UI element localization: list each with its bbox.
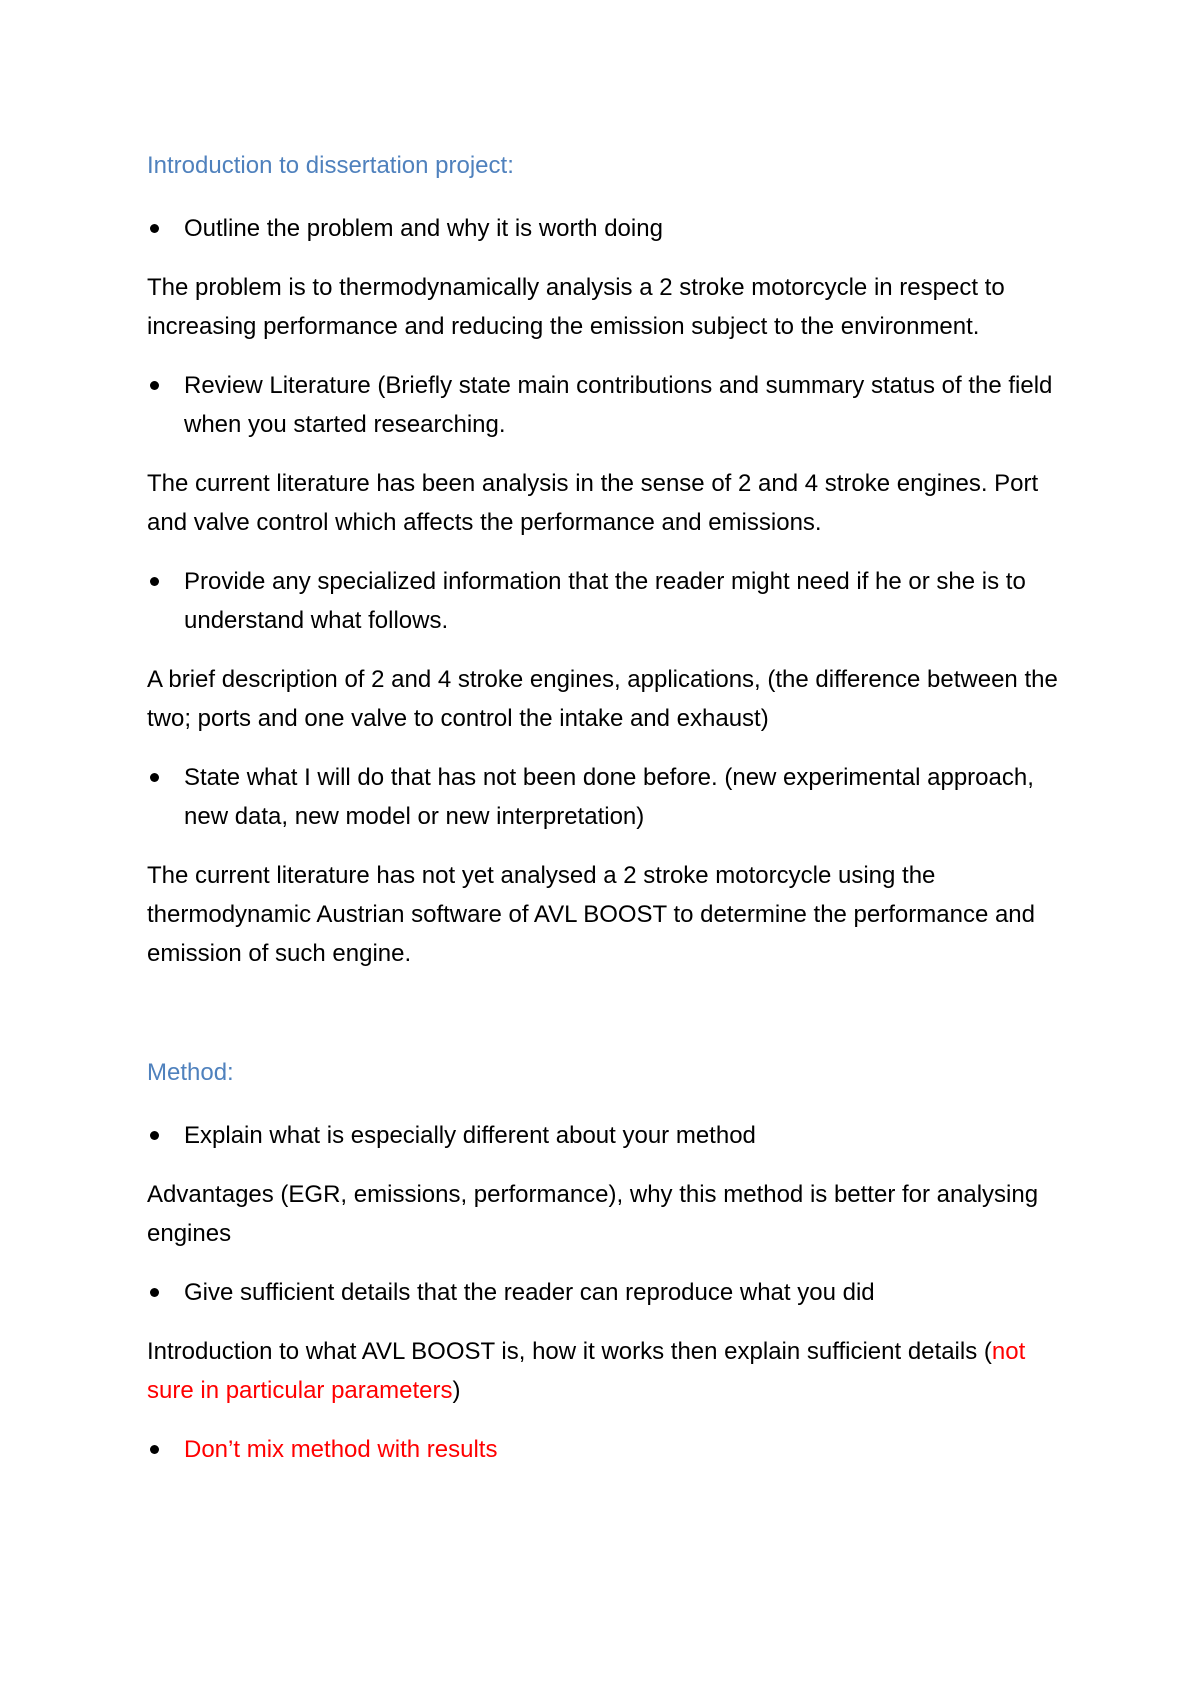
intro-bullet-4-text: State what I will do that has not been done before. (new experimental approach, new data, new model or new interpretation) — [184, 764, 1034, 830]
method-paragraph-2-end: ) — [452, 1377, 461, 1404]
method-paragraph-1: Advantages (EGR, emissions, performance), why this method is better for analysing engines — [147, 1181, 1039, 1247]
intro-bullet-1-text: Outline the problem and why it is worth doing — [184, 215, 663, 242]
bullet-dot-icon — [150, 773, 159, 782]
method-bullet-3-text: Don’t mix method with results — [184, 1436, 498, 1463]
intro-paragraph-1: The problem is to thermodynamically analysis a 2 stroke motorcycle in respect to increasing performance and reducing the emission subject to the environment. — [147, 274, 1005, 340]
document-content — [147, 146, 1067, 1489]
intro-bullet-3-text: Provide any specialized information that the reader might need if he or she is to understand what follows. — [184, 568, 1026, 634]
intro-bullet-2 — [147, 366, 1067, 444]
intro-paragraph-2: The current literature has been analysis in the sense of 2 and 4 stroke engines. Port and valve control which affects the performance and emissions. — [147, 470, 1039, 536]
bullet-dot-icon — [150, 1288, 159, 1297]
method-bullet-2-text: Give sufficient details that the reader can reproduce what you did — [184, 1279, 875, 1306]
intro-bullet-1 — [147, 209, 1067, 248]
method-heading: Method: — [147, 1059, 234, 1086]
intro-paragraph-4: The current literature has not yet analysed a 2 stroke motorcycle using the thermodynamic Austrian software of AVL BOOST to determine the performance and emission of such engine. — [147, 862, 1035, 967]
bullet-dot-icon — [150, 577, 159, 586]
intro-heading: Introduction to dissertation project: — [147, 152, 514, 179]
bullet-dot-icon — [150, 1445, 159, 1454]
intro-bullet-3 — [147, 562, 1067, 640]
method-bullet-2 — [147, 1273, 1067, 1312]
method-bullet-1 — [147, 1116, 1067, 1155]
bullet-dot-icon — [150, 381, 159, 390]
method-bullet-3 — [147, 1430, 1067, 1469]
intro-bullet-4 — [147, 758, 1067, 836]
method-paragraph-2-text: Introduction to what AVL BOOST is, how it works then explain sufficient details ( — [147, 1338, 992, 1365]
method-note-red: not sure in particular parameters — [147, 1338, 1026, 1404]
section-spacer — [147, 993, 1067, 1053]
method-bullet-1-text: Explain what is especially different about your method — [184, 1122, 756, 1149]
intro-bullet-2-text: Review Literature (Briefly state main contributions and summary status of the field when you started researching. — [184, 372, 1053, 438]
bullet-dot-icon — [150, 1131, 159, 1140]
intro-paragraph-3: A brief description of 2 and 4 stroke engines, applications, (the difference between the two; ports and one valve to control the intake and exhaust) — [147, 666, 1058, 732]
bullet-dot-icon — [150, 224, 159, 233]
method-paragraph-2 — [147, 1332, 1067, 1410]
